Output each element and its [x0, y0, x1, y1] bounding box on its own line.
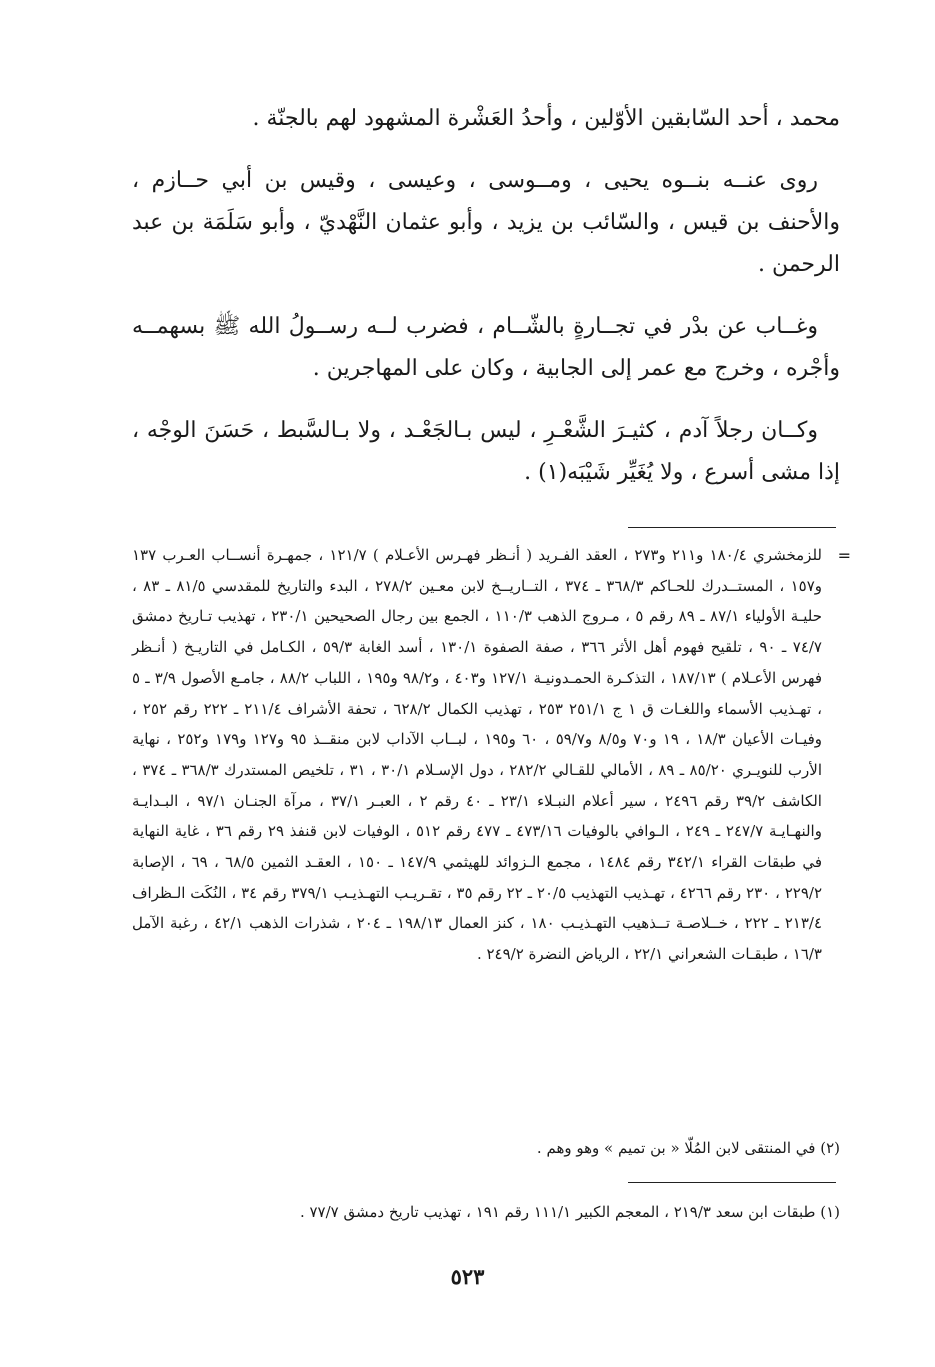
paragraph: روى عنــه بنــوه يحيى ، ومــوسى ، وعيسى ، وقيس بن أبي حــازم ، والأحنف بن قيس ، والسّائب بن يزيد ، وأبو عثمان النَّهْديّ ، وأبو سَلَمَة بن عبد الرحمن . [132, 168, 840, 277]
page-number: ٥٢٣ [450, 1264, 485, 1289]
paragraph: وغــاب عن بدْر في تجــارةٍ بالشّــام ، فضرب لــه رســولُ الله ﷺ بسهمــه وأجْره ، وخرج مع عمر إلى الجابية ، وكان على المهاجرين . [132, 314, 840, 381]
footnote-1: (١) طبقات ابن سعد ٢١٩/٣ ، المعجم الكبير ١١١/١ رقم ١٩١ ، تهذيب تاريخ دمشق ٧٧/٧ . [299, 1203, 840, 1221]
footnote-separator [628, 527, 836, 528]
footnote-continuation-mark: = [837, 546, 851, 565]
paragraph: وكــان رجلاً آدم ، كثيـرَ الشَّعْـرِ ، ليس بـالجَعْـد ، ولا بـالسَّبط ، حَسَنَ الوجْه ، إذا مشى أسرع ، ولا يُغَيِّر شَيْبَه(١) . [132, 418, 840, 485]
main-text [132, 98, 840, 514]
footnote-separator [628, 1182, 836, 1183]
footnote-continuation: للزمخشري ١٨٠/٤ و٢١١ و٢٧٣ ، العقد الفـريد ( أنـظر فهـرس الأعـلام ) ١٢١/٧ ، جمهـرة أنســاب العـرب ١٣٧ و١٥٧ ، المستــدرك للحـاكم ٣٦٨/٣ ـ ٣٧٤ ، التــاريــخ لابن معـين ٢٧٨/٢ ، البدء والتاريخ للمقدسي ٨١/٥ ـ ٨٣ ، حليـة الأولياء ٨٧/١ ـ ٨٩ رقم ٥ ، مـروج الذهب ١١٠/٣ ، الجمع بين رجال الصحيحين ٢٣٠/١ ، تهذيب تـاريخ دمشق ٧٤/٧ ـ ٩٠ ، تلقيح فهوم أهل الأثر ٣٦٦ ، صفة الصفوة ١٣٠/١ ، أسد الغابة ٥٩/٣ ، الكـامل في التاريـخ ( أنـظر فهرس الأعـلام ) ١٨٧/١٣ ، التذكـرة الحمـدونيـة ١٢٧/١ و٤٠٣ ، و٩٨/٢ و١٩٥ ، اللباب ٨٨/٢ ، جامـع الأصول ٣/٩ ـ ٥ ، تهـذيب الأسماء واللغـات ق ١ ج ٢٥١/١ ٢٥٣ ، تهذيب الكمال ٦٢٨/٢ ، تحفة الأشراف ٢١١/٤ ـ ٢٢٢ رقم ٢٥٢ ، وفيـات الأعيان ١٨/٣ ، ١٩ و٧٠ و٨/٥ و٥٩/٧ ، ٦٠ و١٩٥ ، لبــاب الآداب لابن منقــذ ٩٥ و١٢٧ و١٧٩ و٢٥٢ ، نهاية الأرب للنويـري ٨٥/٢٠ ـ ٨٩ ، الأمالي للقـالي ٢٨٢/٢ ، دول الإسـلام ٣٠/١ ، ٣١ ، تلخيص المستدرك ٣٦٨/٣ ـ ٣٧٤ ، الكاشف ٣٩/٢ رقم ٢٤٩٦ ، سير أعلام النبـلاء ٢٣/١ ـ ٤٠ رقم ٢ ، العبـر ٣٧/١ ، مرآة الجنـان ٩٧/١ ، البـدايـة والنهـايـة ٢٤٧/٧ ـ ٢٤٩ ، الـوافي بالوفيات ٤٧٣/١٦ ـ ٤٧٧ رقم ٥١٢ ، الوفيات لابن قنفذ ٢٩ رقم ٣٦ ، غاية النهاية في طبقات القراء ٣٤٢/١ رقم ١٤٨٤ ، مجمع الـزوائد للهيثمي ١٤٧/٩ ـ ١٥٠ ، العقـد الثمين ٦٨/٥ ، ٦٩ ، الإصابة ٢٢٩/٢ ، ٢٣٠ رقم ٤٢٦٦ ، تهـذيب التهذيب ٢٠/٥ ـ ٢٢ رقم ٣٥ ، تقـريـب التهـذيـب ٣٧٩/١ رقم ٣٤ ، النُكَت الـظراف ٢١٣/٤ ـ ٢٢٢ ، خــلاصـة تــذهيب التهـذيـب ١٨٠ ، كنز العمال ١٩٨/١٣ ـ ٢٠٤ ، شذرات الذهب ٤٢/١ ، رغبة الآمل ١٦/٣ ، طبقـات الشعراني ٢٢/١ ، الرياض النضرة ٢٤٩/٢ . [132, 546, 823, 964]
footnote-2: (٢) في المنتقى لابن المُلّا « بن تميم » وهو وهم . [536, 1139, 840, 1157]
paragraph: محمد ، أحد السّابقين الأوّلين ، وأحدُ العَشْرة المشهود لهم بالجنّة . [252, 106, 840, 131]
